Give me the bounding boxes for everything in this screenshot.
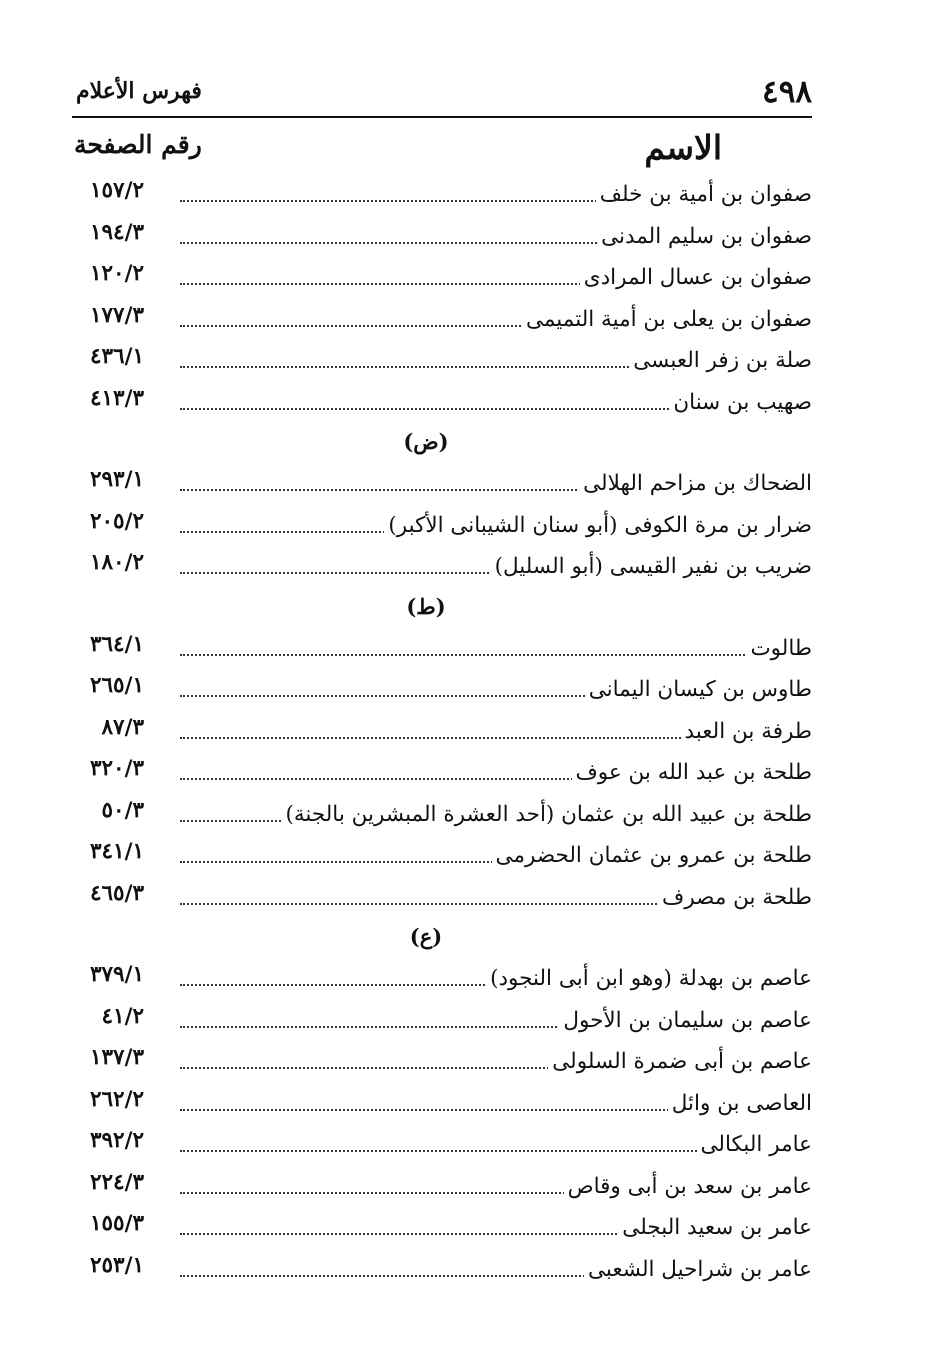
index-entry [70, 713, 812, 755]
index-entry [70, 960, 812, 1002]
page-column-header: رقم الصفحة [74, 130, 202, 159]
index-entry [70, 507, 812, 549]
index-entry [70, 1209, 812, 1251]
entry-name: طلحة بن مصرف [658, 885, 812, 910]
entry-name: ضرار بن مرة الكوفى (أبو سنان الشيبانى الأكبر) [384, 513, 812, 538]
section-heading [70, 425, 812, 465]
header-rule [72, 116, 812, 118]
index-entry [70, 1085, 812, 1127]
index-entry [70, 259, 812, 301]
section-letter: (ط) [406, 593, 446, 619]
entry-page-ref: ٤١/٢ [101, 1003, 144, 1029]
entry-page-ref: ٥٠/٣ [101, 797, 144, 823]
dot-leader [180, 654, 812, 656]
index-entry [70, 1002, 812, 1044]
entry-page-ref: ٢٦٥/١ [89, 673, 144, 698]
entry-name: عامر بن سعيد البجلى [618, 1215, 812, 1240]
entry-name: الضحاك بن مزاحم الهلالى [579, 471, 812, 496]
index-entry [70, 1043, 812, 1085]
entry-page-ref: ٢٠٥/٢ [89, 508, 144, 534]
running-title: فهرس الأعلام [76, 78, 202, 104]
entry-name: صفوان بن سليم المدنى [597, 224, 812, 249]
entry-page-ref: ١٥٧/٢ [89, 178, 144, 203]
index-entry [70, 879, 812, 921]
index-entry [70, 548, 812, 590]
entry-name: عامر بن شراحيل الشعبى [584, 1257, 812, 1282]
index-entry [70, 754, 812, 796]
index-entry [70, 384, 812, 426]
section-letter: (ع) [409, 924, 443, 949]
entry-name: صفوان بن يعلى بن أمية التميمى [522, 307, 812, 332]
entry-name: طرفة بن العبد [681, 719, 812, 744]
index-entry [70, 176, 812, 218]
entry-page-ref: ٣٢٠/٣ [89, 756, 144, 781]
entry-name: عامر البكالى [697, 1132, 813, 1157]
entry-name: صهيب بن سنان [669, 390, 812, 415]
entry-name: طالوت [746, 636, 812, 661]
entry-page-ref: ١٧٧/٣ [89, 302, 144, 328]
index-list [70, 176, 812, 1292]
entry-name: طلحة بن عمرو بن عثمان الحضرمى [492, 843, 812, 868]
entry-name: صلة بن زفر العبسى [629, 348, 812, 373]
entry-page-ref: ٣٩٢/٢ [89, 1128, 144, 1153]
entry-page-ref: ١٢٠/٢ [89, 261, 144, 286]
entry-name: صفوان بن عسال المرادى [580, 265, 812, 290]
index-entry [70, 1168, 812, 1210]
entry-name: طلحة بن عبيد الله بن عثمان (أحد العشرة المبشرين بالجنة) [281, 802, 812, 827]
entry-name: العاصى بن وائل [668, 1091, 812, 1116]
entry-page-ref: ١٣٧/٣ [89, 1045, 144, 1070]
entry-page-ref: ٤١٣/٣ [89, 385, 144, 411]
index-entry [70, 342, 812, 384]
entry-name: عاصم بن أبى ضمرة السلولى [548, 1049, 812, 1074]
entry-page-ref: ٢٦٢/٢ [89, 1086, 144, 1112]
index-entry [70, 1251, 812, 1293]
entry-page-ref: ٤٣٦/١ [89, 344, 144, 369]
index-entry [70, 630, 812, 672]
entry-name: عاصم بن سليمان بن الأحول [559, 1008, 812, 1033]
name-column-header: الاسم [644, 128, 722, 167]
section-heading [70, 590, 812, 630]
section-letter: (ض) [403, 429, 449, 454]
index-entry [70, 218, 812, 260]
entry-page-ref: ٨٧/٣ [101, 714, 144, 740]
section-heading [70, 920, 812, 960]
entry-page-ref: ٤٦٥/٣ [89, 880, 144, 906]
entry-name: صفوان بن أمية بن خلف [596, 182, 812, 207]
page-number: ٤٩٨ [762, 74, 812, 110]
entry-page-ref: ٣٦٤/١ [89, 631, 144, 657]
entry-page-ref: ٢٢٤/٣ [89, 1169, 144, 1195]
entry-page-ref: ٢٩٣/١ [89, 467, 144, 492]
entry-name: طلحة بن عبد الله بن عوف [572, 760, 813, 785]
entry-page-ref: ٢٥٣/١ [89, 1252, 144, 1278]
entry-page-ref: ٣٤١/١ [89, 839, 144, 864]
page-header [72, 72, 812, 116]
entry-page-ref: ١٥٥/٣ [89, 1211, 144, 1236]
index-entry [70, 301, 812, 343]
index-entry [70, 465, 812, 507]
entry-name: عامر بن سعد بن أبى وقاص [564, 1174, 812, 1199]
entry-name: ضريب بن نفير القيسى (أبو السليل) [491, 554, 812, 579]
entry-page-ref: ١٩٤/٣ [89, 219, 144, 245]
entry-page-ref: ١٨٠/٢ [89, 550, 144, 575]
index-entry [70, 837, 812, 879]
entry-name: طاوس بن كيسان اليمانى [585, 677, 812, 702]
index-entry [70, 671, 812, 713]
entry-page-ref: ٣٧٩/١ [89, 962, 144, 987]
index-entry [70, 1126, 812, 1168]
entry-name: عاصم بن بهدلة (وهو ابن أبى النجود) [486, 966, 812, 991]
index-entry [70, 796, 812, 838]
